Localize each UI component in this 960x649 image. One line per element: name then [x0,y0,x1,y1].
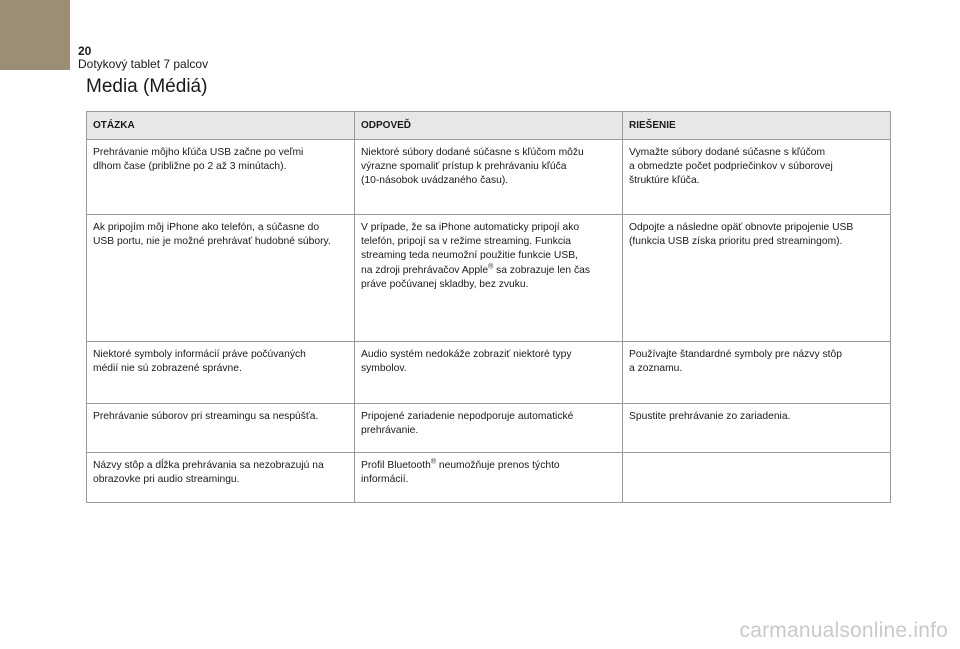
table-row [87,404,891,453]
answer-line: streaming teda neumožní použitie funkcie USB, [361,250,578,262]
solution-cell [623,140,891,215]
table-row [87,140,891,215]
answer-cell [355,140,623,215]
corner-tab [0,0,70,70]
answer-line [361,459,616,473]
answer-cell [355,453,623,503]
solution-cell-empty [623,453,891,503]
table-row [87,342,891,404]
answer-line: V prípade, že sa iPhone automaticky pripojí ako [361,222,580,233]
question-line: dlhom čase (približne po 2 až 3 minútach). [93,161,287,173]
solution-line: a zoznamu. [629,363,683,375]
answer-line: (10-násobok uvádzaného času). [361,175,509,187]
answer-line: telefón, pripojí sa v režime streaming. Funkcia [361,236,572,248]
question-cell [87,453,355,503]
question-line: obrazovke pri audio streamingu. [93,474,240,486]
answer-cell [355,215,623,342]
solution-line: štruktúre kľúča. [629,175,700,187]
answer-line: výrazne spomaliť prístup k prehrávaniu kľúča [361,161,567,173]
solution-line: Vymažte súbory dodané súčasne s kľúčom [629,147,826,158]
solution-line: (funkcia USB získa prioritu pred streamingom). [629,236,843,248]
header-question: OTÁZKA [87,112,355,140]
registered-mark: ® [430,458,437,466]
running-header: Dotykový tablet 7 palcov [78,57,209,71]
troubleshooting-table [86,111,891,503]
answer-text: na zdroji prehrávačov Apple [361,264,489,276]
table-row [87,215,891,342]
solution-line: Spustite prehrávanie zo zariadenia. [629,411,791,422]
section-title: Media (Médiá) [86,76,208,97]
solution-cell [623,404,891,453]
table-header-row [87,112,891,140]
answer-line: Audio systém nedokáže zobraziť niektoré typy [361,349,572,360]
answer-line [361,264,616,278]
answer-text: neumožňuje prenos týchto [436,460,560,471]
answer-text: Profil Bluetooth [361,460,431,471]
solution-line: a obmedzte počet podpriečinkov v súborovej [629,161,833,173]
answer-line: Pripojené zariadenie nepodporuje automatické [361,411,574,422]
solution-cell [623,215,891,342]
answer-line: symbolov. [361,363,407,375]
answer-cell [355,404,623,453]
answer-line: Niektoré súbory dodané súčasne s kľúčom môžu [361,147,584,158]
solution-cell [623,342,891,404]
watermark: carmanualsonline.info [739,619,948,642]
question-line: Prehrávanie môjho kľúča USB začne po veľmi [93,147,304,158]
answer-text: sa zobrazuje len čas [493,264,590,276]
question-line: médií nie sú zobrazené správne. [93,363,242,375]
answer-line: informácií. [361,474,409,486]
solution-line: Používajte štandardné symboly pre názvy stôp [629,349,842,360]
question-line: Ak pripojím môj iPhone ako telefón, a súčasne do [93,222,320,233]
solution-line: Odpojte a následne opäť obnovte pripojenie USB [629,222,854,233]
question-cell [87,404,355,453]
question-cell [87,215,355,342]
header-answer: ODPOVEĎ [355,112,623,140]
registered-mark: ® [488,263,494,271]
question-line: Názvy stôp a dĺžka prehrávania sa nezobrazujú na [93,460,324,471]
answer-line: práve počúvanej skladby, bez zvuku. [361,278,529,290]
header-solution: RIEŠENIE [623,112,891,140]
table-row [87,453,891,503]
question-cell [87,342,355,404]
question-cell [87,140,355,215]
question-line: USB portu, nie je možné prehrávať hudobné súbory. [93,236,331,248]
question-line: Prehrávanie súborov pri streamingu sa nespúšťa. [93,411,319,422]
page-number: 20 [78,44,92,58]
answer-cell [355,342,623,404]
question-line: Niektoré symboly informácií práve počúvaných [93,349,306,360]
answer-line: prehrávanie. [361,425,419,437]
